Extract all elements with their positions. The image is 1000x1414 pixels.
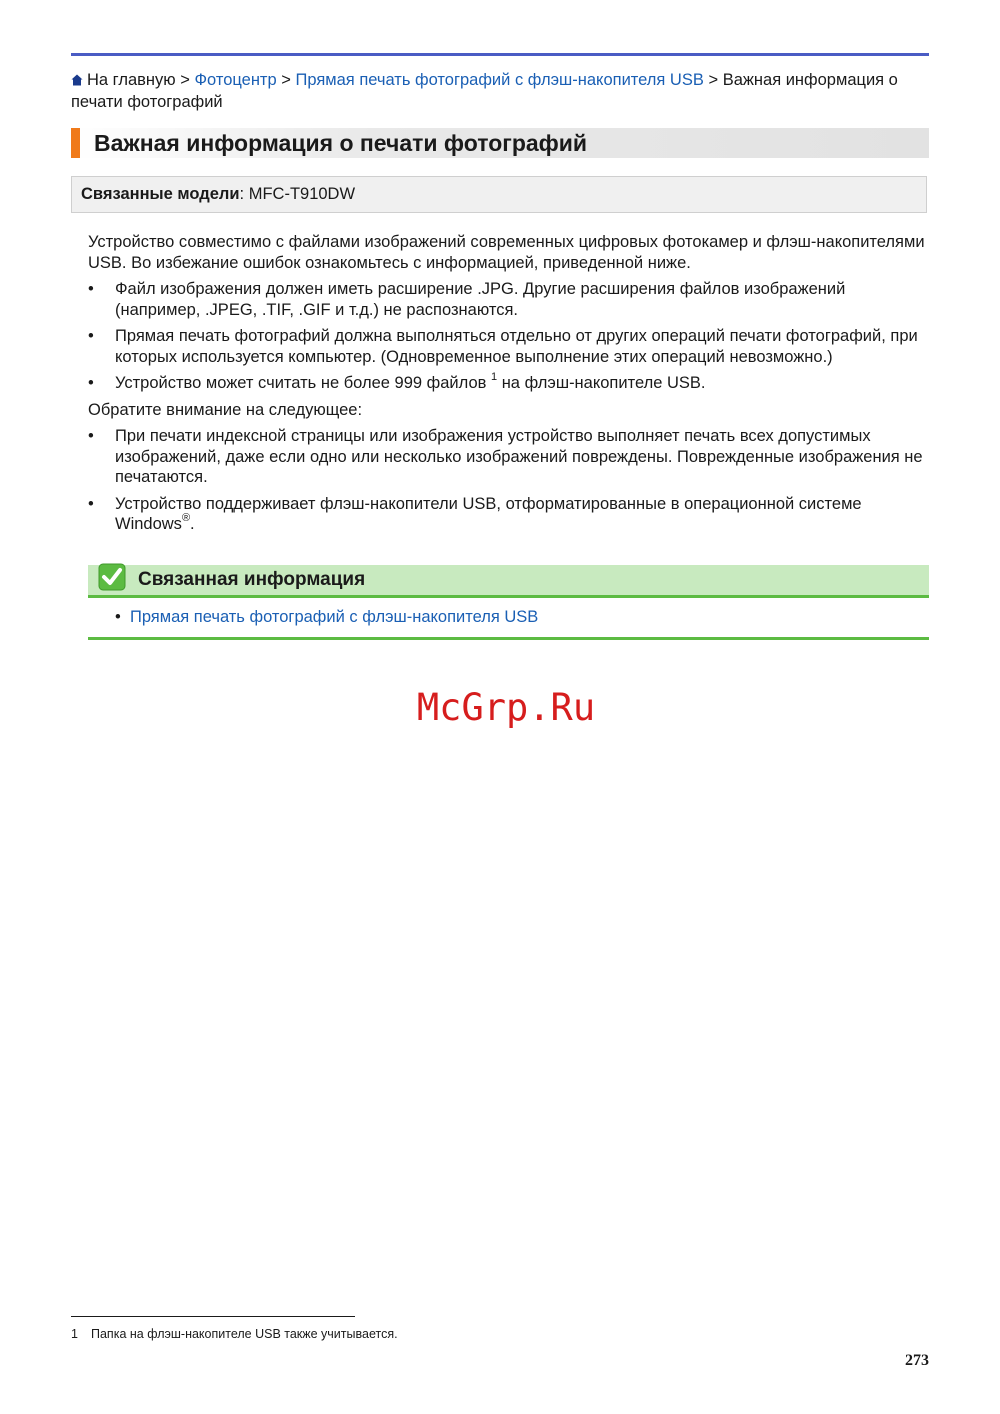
- breadcrumb-separator: >: [180, 71, 190, 89]
- list-item: • При печати индексной страницы или изображения устройство выполняет печать всех допустимых изображений, даже если одно или несколько изображений повреждены. Поврежденные изображения не печатаются.: [88, 426, 928, 488]
- footnote: [71, 1326, 398, 1342]
- intro-paragraph: Устройство совместимо с файлами изображений современных цифровых фотокамер и флэш-накопителями USB. Во избежание ошибок ознакомьтесь с информацией, приведенной ниже.: [88, 233, 925, 272]
- notes-list: [88, 426, 928, 535]
- home-icon[interactable]: [71, 71, 83, 92]
- models-label: Связанные модели: [81, 185, 240, 203]
- requirements-list: [88, 279, 928, 394]
- list-item-text: Устройство может считать не более 999 файлов: [115, 374, 491, 392]
- bullet: •: [115, 608, 130, 626]
- list-item-text: Устройство поддерживает флэш-накопители USB, отформатированные в операционной системе Windows: [115, 494, 862, 533]
- footnote-text: Папка на флэш-накопителе USB также учитывается.: [91, 1327, 398, 1341]
- list-item: [88, 370, 928, 394]
- page-title-bar: [71, 128, 929, 158]
- main-content: [88, 232, 928, 541]
- breadcrumb-link-direct-print[interactable]: Прямая печать фотографий с флэш-накопителя USB: [295, 71, 704, 89]
- related-link-direct-print[interactable]: Прямая печать фотографий с флэш-накопителя USB: [129, 608, 539, 626]
- breadcrumb-separator: >: [708, 71, 719, 89]
- list-item: • Прямая печать фотографий должна выполняться отдельно от других операций печати фотографий, при которых используется компьютер. (Одновременное выполнение этих операций невозможно.): [88, 326, 928, 367]
- footnote-rule: [71, 1316, 355, 1317]
- note-paragraph: Обратите внимание на следующее:: [88, 400, 363, 419]
- breadcrumb-home[interactable]: На главную: [87, 71, 176, 89]
- breadcrumb: [71, 70, 929, 113]
- breadcrumb-current: Важная информация о печати фотографий: [71, 71, 898, 111]
- top-rule: [71, 53, 929, 56]
- related-info-list: [115, 607, 538, 627]
- models-value: : MFC-T910DW: [239, 185, 356, 203]
- page-number: 273: [905, 1352, 929, 1369]
- footnote-ref[interactable]: 1: [490, 370, 498, 383]
- related-models-box: [71, 176, 927, 213]
- related-info-title: Связанная информация: [138, 569, 366, 590]
- watermark: McGrp.Ru: [416, 686, 596, 729]
- list-item: • Файл изображения должен иметь расширение .JPG. Другие расширения файлов изображений (например, .JPEG, .TIF, .GIF и т.д.) не распознаются.: [88, 279, 928, 320]
- registered-mark: ®: [181, 511, 191, 524]
- breadcrumb-link-photocenter[interactable]: Фотоцентр: [194, 71, 277, 89]
- list-item-text: на флэш-накопителе USB.: [497, 374, 706, 392]
- page-title: Важная информация о печати фотографий: [94, 130, 588, 156]
- list-item-text: .: [190, 515, 195, 533]
- related-info-header: [88, 565, 929, 598]
- related-info-divider: [88, 637, 929, 640]
- footnote-number: 1: [71, 1327, 78, 1341]
- breadcrumb-separator: >: [281, 71, 291, 89]
- title-accent: [71, 128, 80, 158]
- check-icon: [98, 563, 126, 591]
- list-item: [88, 494, 928, 535]
